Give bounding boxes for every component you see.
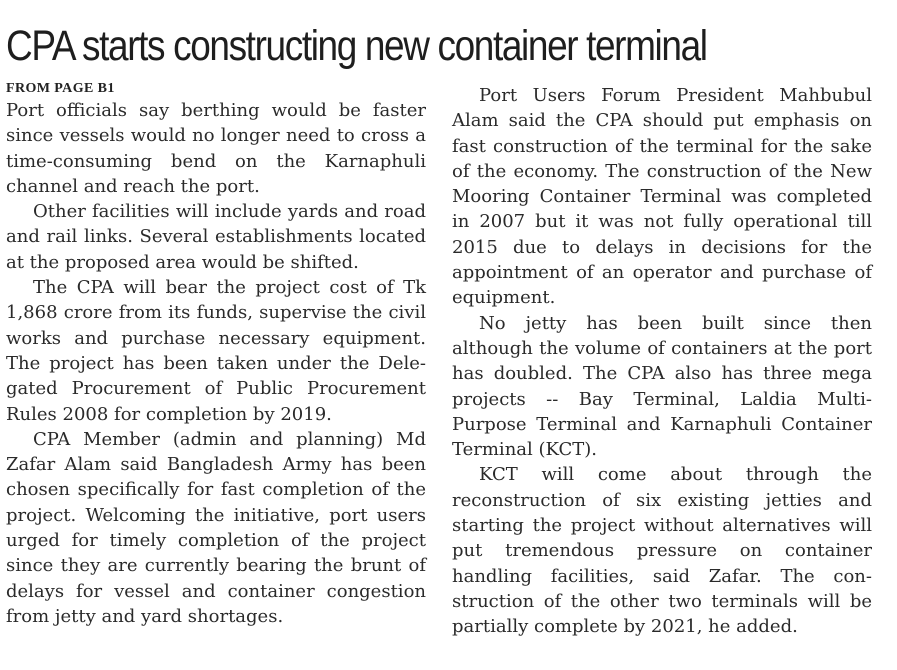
left-column <box>6 80 426 629</box>
paragraph: Port Users Forum President Mahbubul Alam said the CPA should put emphasis on fast construction of the terminal for the sake of the economy. The construction of the New Mooring Container Terminal was completed in 2007 but it was not fully operational till 2015 due to delays in decisions for the appointment of an operator and purchase of equipment. <box>452 85 872 309</box>
right-column <box>452 83 872 640</box>
paragraph: Port officials say berthing would be faster since vessels would no longer need to cross a time-consuming bend on the Karnaphuli channel and reach the port. <box>6 100 426 197</box>
paragraph: No jetty has been built since then although the volume of containers at the port has doubled. The CPA also has three mega projects -- Bay Terminal, Laldia Multi-Purpose Terminal and Karnaphuli Container Terminal (KCT). <box>452 312 872 461</box>
paragraph: CPA Member (admin and planning) Md Zafar Alam said Bangladesh Army has been chosen specifically for fast completion of the project. Welcoming the initiative, port users urged for timely completion of the project since they are currently bearing the brunt of delays for vessel and container congestion from jetty and yard shortages. <box>6 428 426 627</box>
paragraph: KCT will come about through the reconstruction of six existing jetties and starting the project without alternatives will put tremendous pressure on container handling facilities, said Zafar. The construction of the other two terminals will be partially complete by 2021, he added. <box>452 464 872 638</box>
headline: CPA starts constructing new container terminal <box>6 22 707 70</box>
paragraph: The CPA will bear the project cost of Tk 1,868 crore from its funds, supervise the civil works and purchase necessary equipment. The project has been taken under the Delegated Procurement of Public Procurement Rules 2008 for completion by 2019. <box>6 277 426 425</box>
paragraph: Other facilities will include yards and road and rail links. Several establishments located at the proposed area would be shifted. <box>6 201 426 273</box>
from-page-label: FROM PAGE B1 <box>6 81 115 96</box>
